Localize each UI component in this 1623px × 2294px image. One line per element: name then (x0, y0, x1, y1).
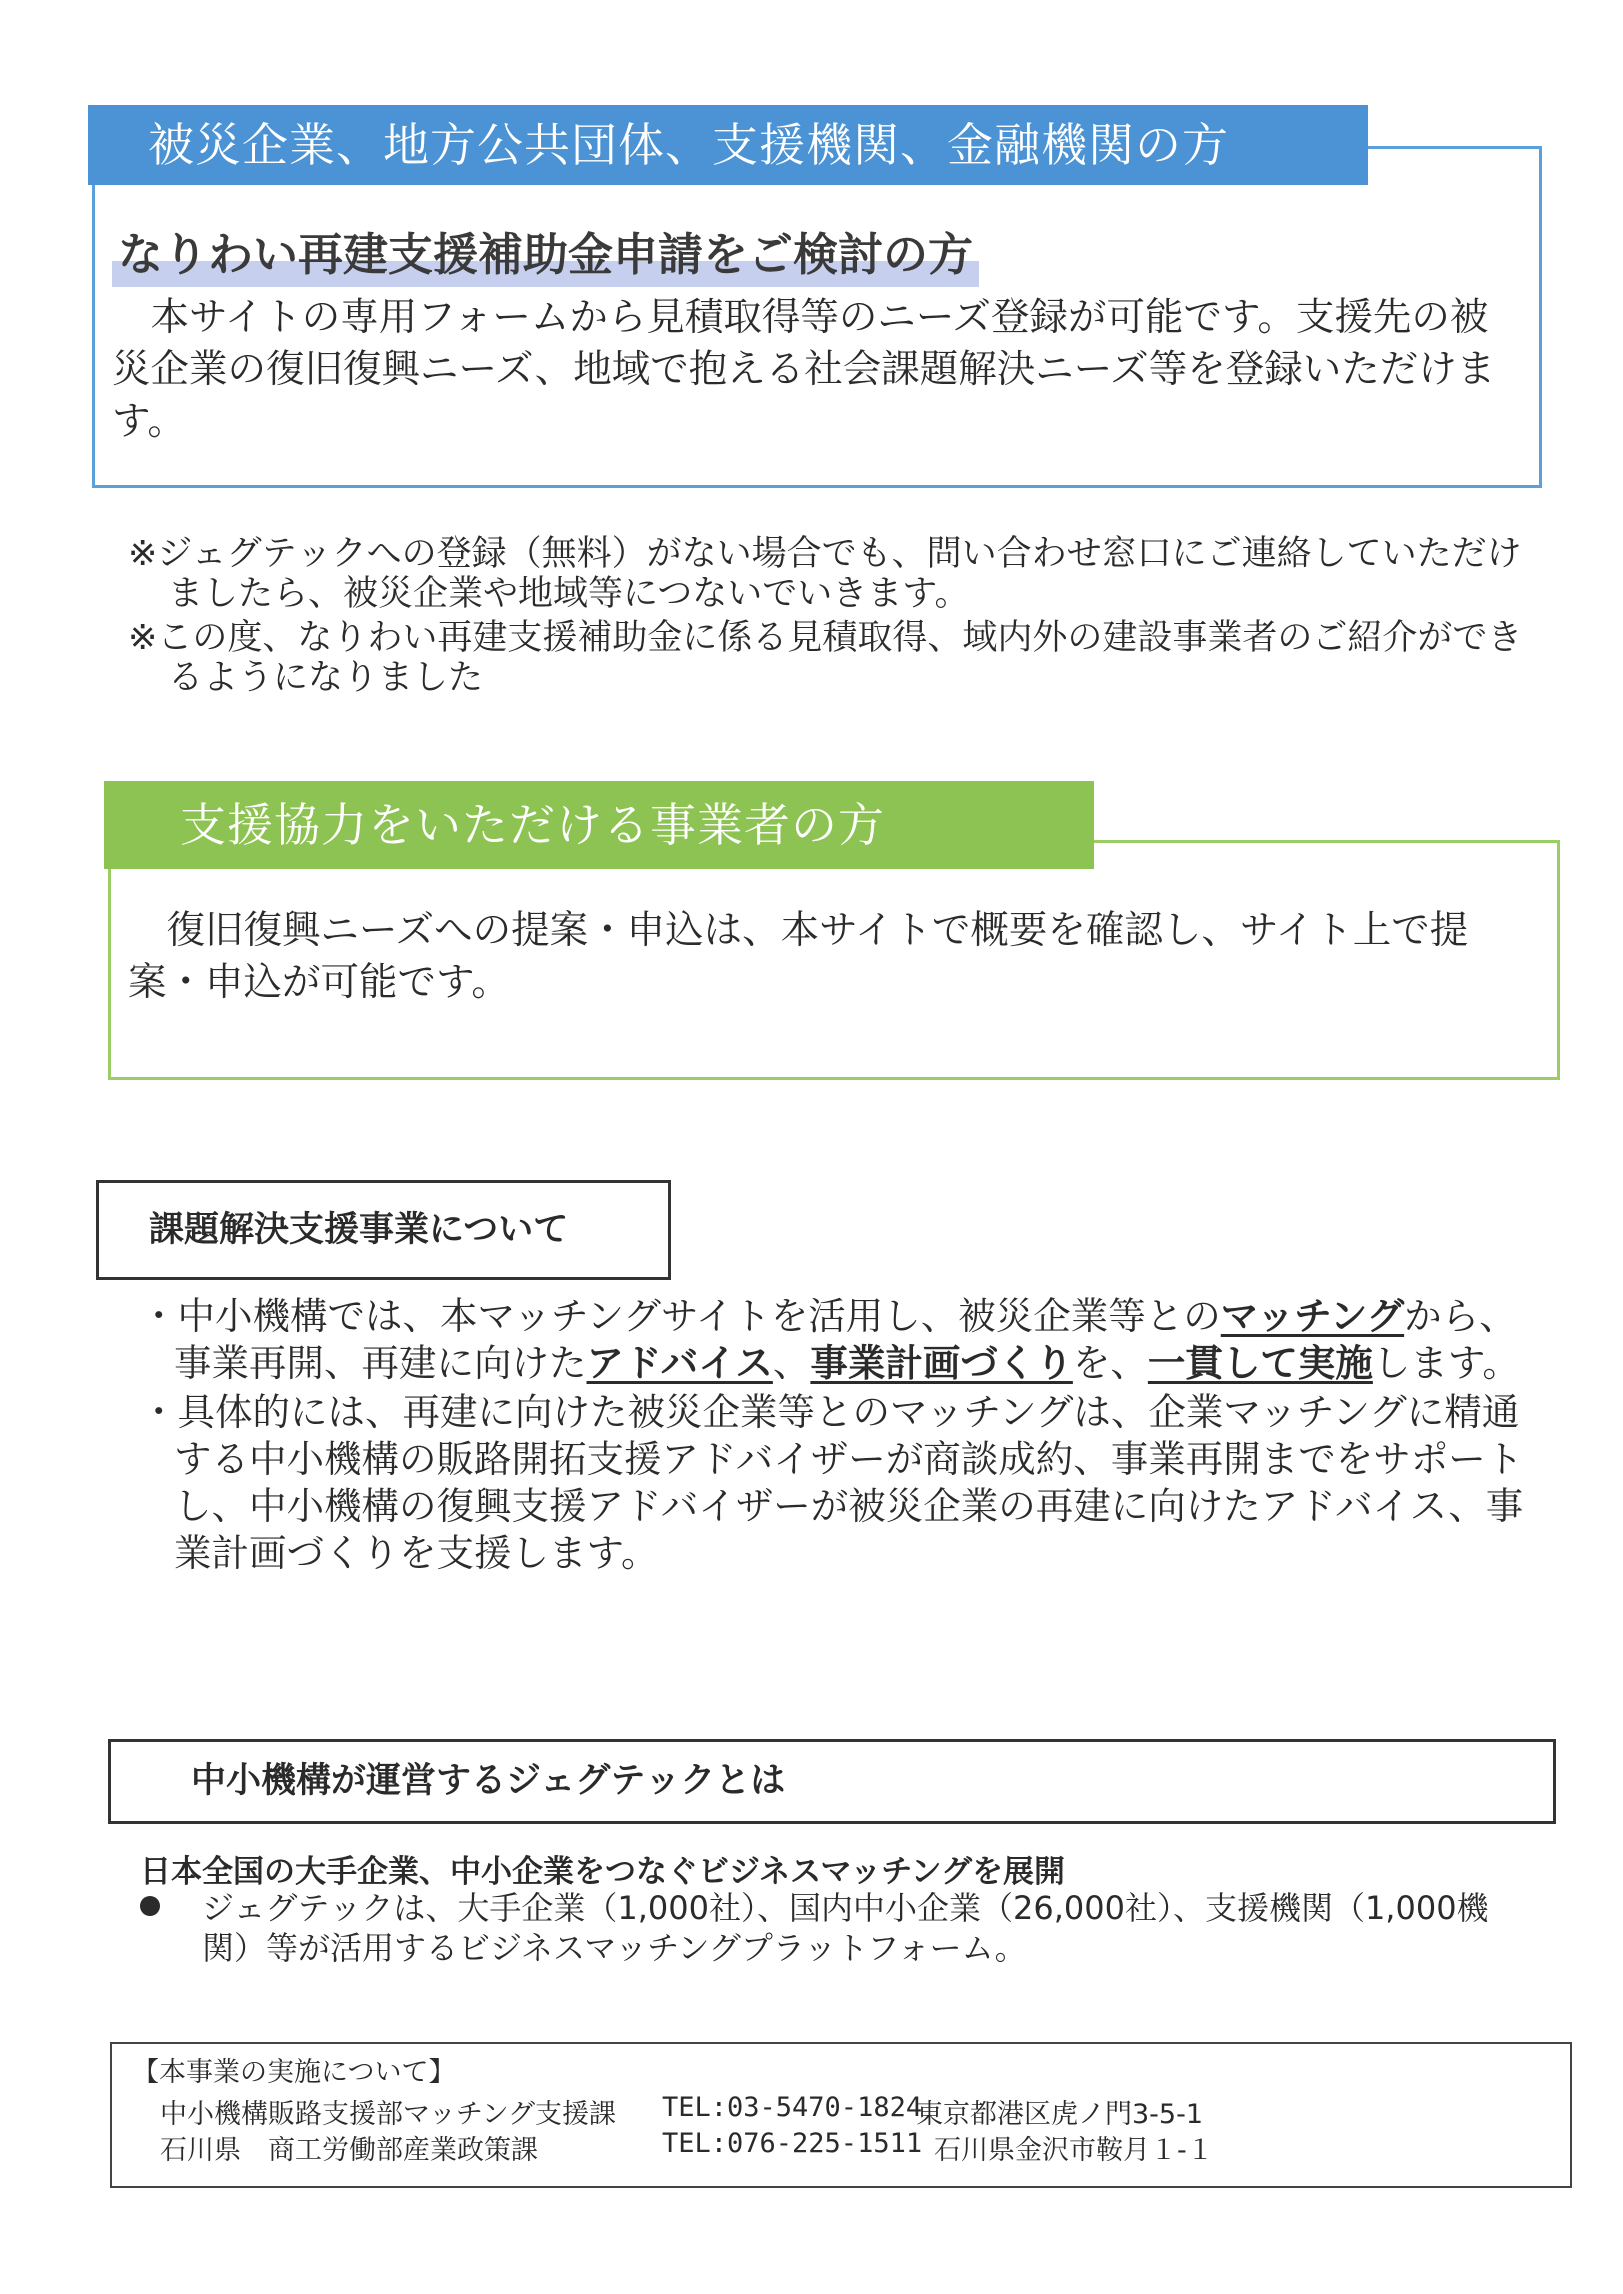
section2-paragraph: 復旧復興ニーズへの提案・申込は、本サイトで概要を確認し、サイト上で提案・申込が可能です。 (128, 908, 1469, 1005)
heading-jgoodtech: 中小機構が運営するジェグテックとは (108, 1739, 1556, 1824)
notes-block (128, 534, 1548, 702)
subheading-reconstruction-subsidy: なりわい再建支援補助金申請をご検討の方 (112, 218, 979, 287)
section-tab-affected-companies: 被災企業、地方公共団体、支援機関、金融機関の方 (88, 105, 1368, 185)
bullet-text: します。 (1372, 1341, 1520, 1385)
bullet-text: 、 (772, 1341, 811, 1385)
bullet-text: から、事業再開、再建に向けた (174, 1294, 1517, 1385)
bullet-text: を、 (1072, 1341, 1148, 1385)
footer-org: 石川県 商工労働部産業政策課 (160, 2135, 538, 2166)
note-item: ※ジェグテックへの登録（無料）がない場合でも、問い合わせ窓口にご連絡していただけましたら、被災企業や地域等につないでいきます。 (128, 534, 1522, 614)
bullet-marker: ・ (140, 1294, 178, 1338)
footer-address: 石川県金沢市鞍月１-１ (934, 2135, 1214, 2166)
list-item (140, 1293, 1540, 1387)
emphasis-business-plan: 事業計画づくり (810, 1341, 1073, 1385)
jgoodtech-subtitle: 日本全国の大手企業、中小企業をつなぐビジネスマッチングを展開 (140, 1854, 1066, 1890)
jgoodtech-bullet (140, 1888, 1500, 1968)
footer-phone: TEL:03-5470-1824 (662, 2092, 923, 2123)
footer-org: 中小機構販路支援部マッチング支援課 (160, 2099, 617, 2130)
footer-address: 東京都港区虎ノ門3-5-1 (916, 2099, 1204, 2130)
bullet-text: 中小機構では、本マッチングサイトを活用し、被災企業等との (177, 1294, 1221, 1338)
support-bullet-list (140, 1293, 1540, 1579)
bullet-marker: ・ (140, 1390, 178, 1434)
list-item (140, 1389, 1540, 1577)
bullet-text: 具体的には、再建に向けた被災企業等とのマッチングは、企業マッチングに精通する中小機構の販路開拓支援アドバイザーが商談成約、事業再開までをサポートし、中小機構の復興支援アドバイザーが被災企業の再建に向けたアドバイス、事業計画づくりを支援します。 (174, 1390, 1524, 1575)
emphasis-consistent: 一貫して実施 (1147, 1341, 1373, 1385)
heading-problem-solving-support: 課題解決支援事業について (96, 1180, 671, 1280)
section-tab-supporting-businesses: 支援協力をいただける事業者の方 (104, 781, 1094, 869)
jgoodtech-bullet-text: ジェグテックは、大手企業（1,000社）、国内中小企業（26,000社）、支援機関（1,000機関）等が活用するビジネスマッチングプラットフォーム。 (202, 1889, 1489, 1967)
emphasis-advice: アドバイス (586, 1341, 773, 1385)
bullet-dot-icon (140, 1896, 160, 1916)
note-item: ※この度、なりわい再建支援補助金に係る見積取得、域内外の建設事業者のご紹介ができるようになりました (128, 618, 1523, 698)
footer-phone: TEL:076-225-1511 (662, 2128, 923, 2159)
section1-paragraph: 本サイトの専用フォームから見積取得等のニーズ登録が可能です。支援先の被災企業の復旧復興ニーズ、地域で抱える社会課題解決ニーズ等を登録いただけます。 (112, 295, 1496, 444)
footer-heading: 【本事業の実施について】 (132, 2057, 456, 2088)
emphasis-matching: マッチング (1220, 1294, 1405, 1338)
